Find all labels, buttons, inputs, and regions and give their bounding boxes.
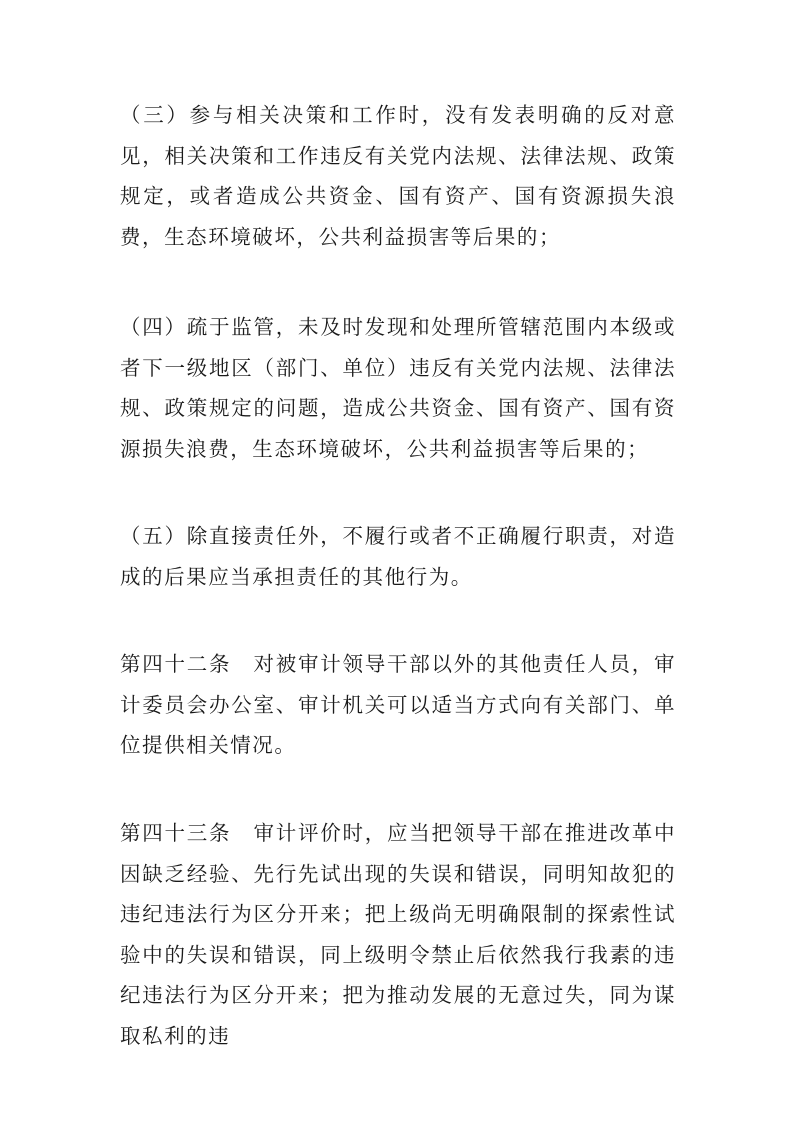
- paragraph-article-43: 第四十三条 审计评价时，应当把领导干部在推进改革中因缺乏经验、先行先试出现的失误和错误，同明知故犯的违纪违法行为区分开来；把上级尚无明确限制的探索性试验中的失误和错误，同上级明令禁止后依然我行我素的违纪违法行为区分开来；把为推动发展的无意过失，同为谋取私利的违: [120, 821, 676, 1048]
- paragraph-item-5: （五）除直接责任外，不履行或者不正确履行职责，对造成的后果应当承担责任的其他行为。: [120, 524, 676, 589]
- paragraph-item-4: （四）疏于监管，未及时发现和处理所管辖范围内本级或者下一级地区（部门、单位）违反有关党内法规、法律法规、政策规定的问题，造成公共资金、国有资产、国有资源损失浪费，生态环境破坏，公共利益损害等后果的；: [120, 315, 676, 461]
- paragraph-item-3: （三）参与相关决策和工作时，没有发表明确的反对意见，相关决策和工作违反有关党内法规、法律法规、政策规定，或者造成公共资金、国有资产、国有资源损失浪费，生态环境破坏，公共利益损害等后果的；: [120, 103, 676, 249]
- paragraph-article-42: 第四十二条 对被审计领导干部以外的其他责任人员，审计委员会办公室、审计机关可以适当方式向有关部门、单位提供相关情况。: [120, 652, 676, 757]
